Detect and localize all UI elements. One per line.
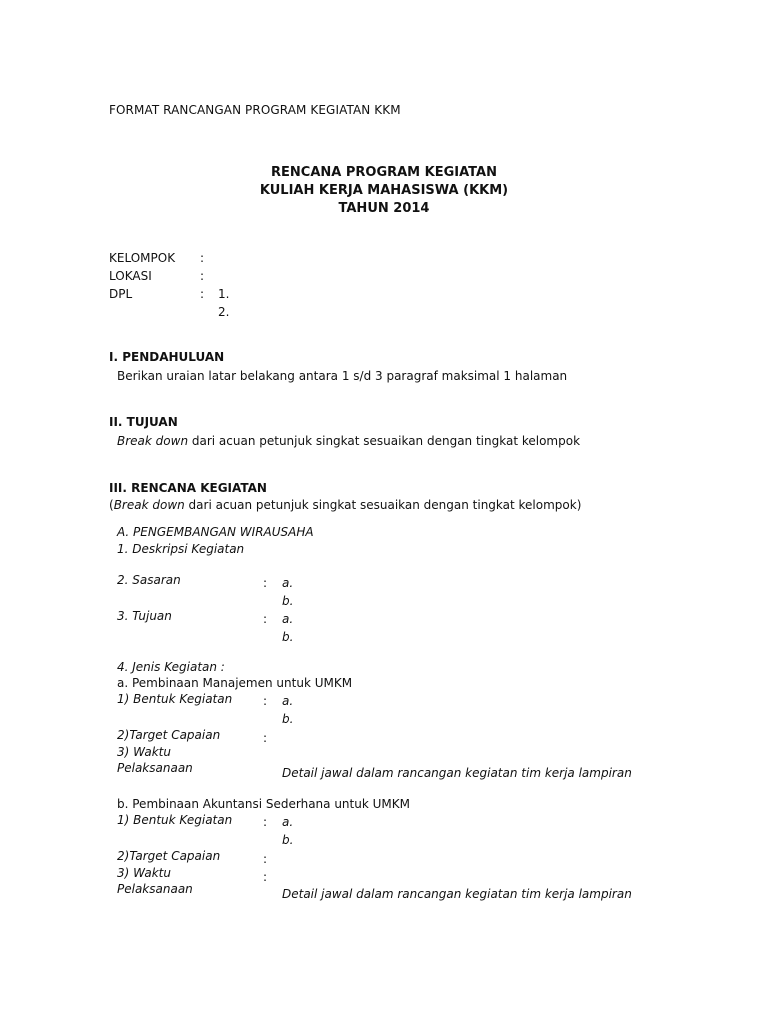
title-line-3: TAHUN 2014 (338, 201, 430, 216)
block-b-target-colon: : (263, 852, 268, 866)
block-a-target: 2)Target Capaian (117, 728, 221, 742)
block-a-bentuk: 1) Bentuk Kegiatan (117, 692, 233, 706)
sasaran-opt-b: b. (282, 594, 294, 608)
block-b-waktu-1: 3) Waktu (117, 866, 171, 880)
dpl-item-2: 2. (218, 305, 230, 319)
block-b-detail: Detail jawal dalam rancangan kegiatan tim kerja lampiran (282, 887, 632, 901)
kelompok-colon: : (200, 251, 205, 265)
block-b-bentuk: 1) Bentuk Kegiatan (117, 813, 233, 827)
sasaran-opt-a: a. (282, 576, 294, 590)
block-a-opt-b: b. (282, 712, 294, 726)
block-a-waktu-1: 3) Waktu (117, 745, 171, 759)
format-label: FORMAT RANCANGAN PROGRAM KEGIATAN KKM (109, 103, 401, 117)
tujuan-opt-a: a. (282, 612, 294, 626)
dpl-label: DPL (109, 287, 133, 301)
block-b-waktu-colon: : (263, 870, 268, 884)
section-3-text (109, 497, 581, 513)
tujuan-opt-b: b. (282, 630, 294, 644)
dpl-colon: : (200, 287, 205, 301)
sasaran-colon: : (263, 576, 268, 590)
item-tujuan: 3. Tujuan (117, 609, 172, 623)
block-a-detail: Detail jawal dalam rancangan kegiatan tim kerja lampiran (282, 766, 632, 780)
tujuan-colon: : (263, 612, 268, 626)
title-line-1: RENCANA PROGRAM KEGIATAN (271, 165, 497, 180)
section-3-heading: III. RENCANA KEGIATAN (109, 481, 267, 495)
lokasi-label: LOKASI (109, 269, 152, 283)
block-a-target-colon: : (263, 731, 268, 745)
section-3-text-rest: dari acuan petunjuk singkat sesuaikan dengan tingkat kelompok) (184, 498, 582, 512)
item-sasaran: 2. Sasaran (117, 573, 181, 587)
block-b-waktu-2: Pelaksanaan (117, 882, 193, 896)
section-2-heading: II. TUJUAN (109, 415, 178, 429)
section-1-heading: I. PENDAHULUAN (109, 350, 225, 364)
title-line-2: KULIAH KERJA MAHASISWA (KKM) (259, 183, 509, 198)
block-b-bentuk-colon: : (263, 815, 268, 829)
block-b-opt-b: b. (282, 833, 294, 847)
section-2-text-rest: dari acuan petunjuk singkat sesuaikan dengan tingkat kelompok (188, 434, 581, 448)
section-2-text (117, 433, 580, 449)
section-3-paren: ( (109, 498, 114, 512)
item-jenis-kegiatan: 4. Jenis Kegiatan : (117, 660, 225, 674)
block-b-target: 2)Target Capaian (117, 849, 221, 863)
lokasi-colon: : (200, 269, 205, 283)
section-1-text: Berikan uraian latar belakang antara 1 s/d 3 paragraf maksimal 1 halaman (117, 369, 568, 383)
sub-a-heading: A. PENGEMBANGAN WIRAUSAHA (117, 525, 314, 539)
section-3-text-italic: Break down (113, 498, 185, 512)
dpl-item-1: 1. (218, 287, 230, 301)
block-b-title: b. Pembinaan Akuntansi Sederhana untuk UMKM (117, 797, 410, 811)
section-2-text-italic: Break down (117, 434, 189, 448)
block-a-title: a. Pembinaan Manajemen untuk UMKM (117, 676, 353, 690)
item-deskripsi: 1. Deskripsi Kegiatan (117, 542, 245, 556)
block-a-waktu-2: Pelaksanaan (117, 761, 193, 775)
block-b-opt-a: a. (282, 815, 294, 829)
kelompok-label: KELOMPOK (109, 251, 176, 265)
block-a-opt-a: a. (282, 694, 294, 708)
block-a-bentuk-colon: : (263, 694, 268, 708)
